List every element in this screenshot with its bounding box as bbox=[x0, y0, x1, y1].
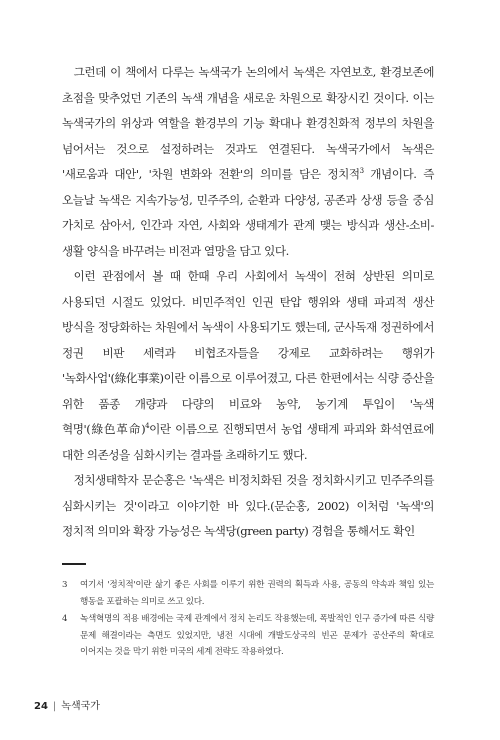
paragraph-3 bbox=[62, 468, 434, 545]
paragraph-1-text: 그런데 이 책에서 다루는 녹색국가 논의에서 녹색은 자연보호, 환경보존에 초점을 맞추었던 기존의 녹색 개념을 새로운 차원으로 확장시킨 것이다. 이는 녹색국가의 위상과 역할을 환경부의 기능 확대나 환경친화적 정부의 차원을 넘어서는 것으로 설정하려는 것과도 연결된다. 녹색국가에서 녹색은 '새로움과 대안', '차원 변화와 전환'의 의미를 담은 정치적 bbox=[62, 65, 434, 181]
paragraph-1 bbox=[62, 60, 434, 264]
main-text bbox=[62, 60, 434, 545]
footer-separator: | bbox=[52, 701, 57, 712]
footnote-3 bbox=[62, 577, 434, 610]
paragraph-2-text-continued: 이란 이름으로 진행되면서 농업 생태계 파괴와 화석연료에 대한 의존성을 심화시키는 결과를 초래하기도 했다. bbox=[62, 422, 434, 462]
footnotes bbox=[62, 577, 434, 662]
footnote-number: 3 bbox=[62, 580, 68, 590]
running-title: 녹색국가 bbox=[61, 701, 100, 712]
footnote-ref-4[interactable]: 4 bbox=[145, 422, 150, 431]
paragraph-1-text-continued: 개념이다. 즉 오늘날 녹색은 지속가능성, 민주주의, 순환과 다양성, 공존과 상생 등을 중심 가치로 삼아서, 인간과 자연, 사회와 생태계가 관계 맺는 방식과 생산-소비-생활 양식을 바꾸려는 비전과 열망을 담고 있다. bbox=[62, 167, 434, 258]
page-number: 24 bbox=[34, 701, 48, 712]
footnote-text: 녹색혁명의 적용 배경에는 국제 관계에서 정치 논리도 작용했는데, 폭발적인 인구 증가에 따른 식량 문제 해결이라는 측면도 있었지만, 냉전 시대에 개발도상국의 빈곤 문제가 공산주의 확대로 이어지는 것을 막기 위한 미국의 세계 전략도 작용하였다. bbox=[80, 614, 434, 657]
paragraph-3-text: 정치생태학자 문순홍은 '녹색은 비정치화된 것을 정치화시키고 민주주의를 심화시키는 것'이라고 이야기한 바 있다.(문순홍, 2002) 이처럼 '녹색'의 정치적 의미와 확장 가능성은 녹색당(green party) 경험을 통해서도 확인 bbox=[62, 473, 434, 538]
footnote-ref-3[interactable]: 3 bbox=[359, 167, 364, 176]
footnote-4 bbox=[62, 611, 434, 661]
page-footer bbox=[34, 697, 100, 712]
paragraph-2-text: 이런 관점에서 볼 때 한때 우리 사회에서 녹색이 전혀 상반된 의미로 사용되던 시절도 있었다. 비민주적인 인권 탄압 행위와 생태 파괴적 생산 방식을 정당화하는 차원에서 녹색이 사용되기도 했는데, 군사독재 정권하에서 정권 비판 세력과 비협조자들을 강제로 교화하려는 행위가 '녹화사업'(綠化事業)이란 이름으로 이루어졌고, 다른 한편에서는 식량 증산을 위한 품종 개량과 다량의 비료와 농약, 농기계 투입이 '녹색 혁명'(綠色革命) bbox=[62, 269, 434, 436]
footnote-text: 여기서 '정치적'이란 삶기 좋은 사회를 이루기 위한 권력의 획득과 사용, 공동의 약속과 책임 있는 행동을 포괄하는 의미로 쓰고 있다. bbox=[80, 580, 434, 607]
paragraph-2 bbox=[62, 264, 434, 468]
footnote-number: 4 bbox=[62, 614, 68, 624]
footnote-divider bbox=[62, 563, 86, 565]
